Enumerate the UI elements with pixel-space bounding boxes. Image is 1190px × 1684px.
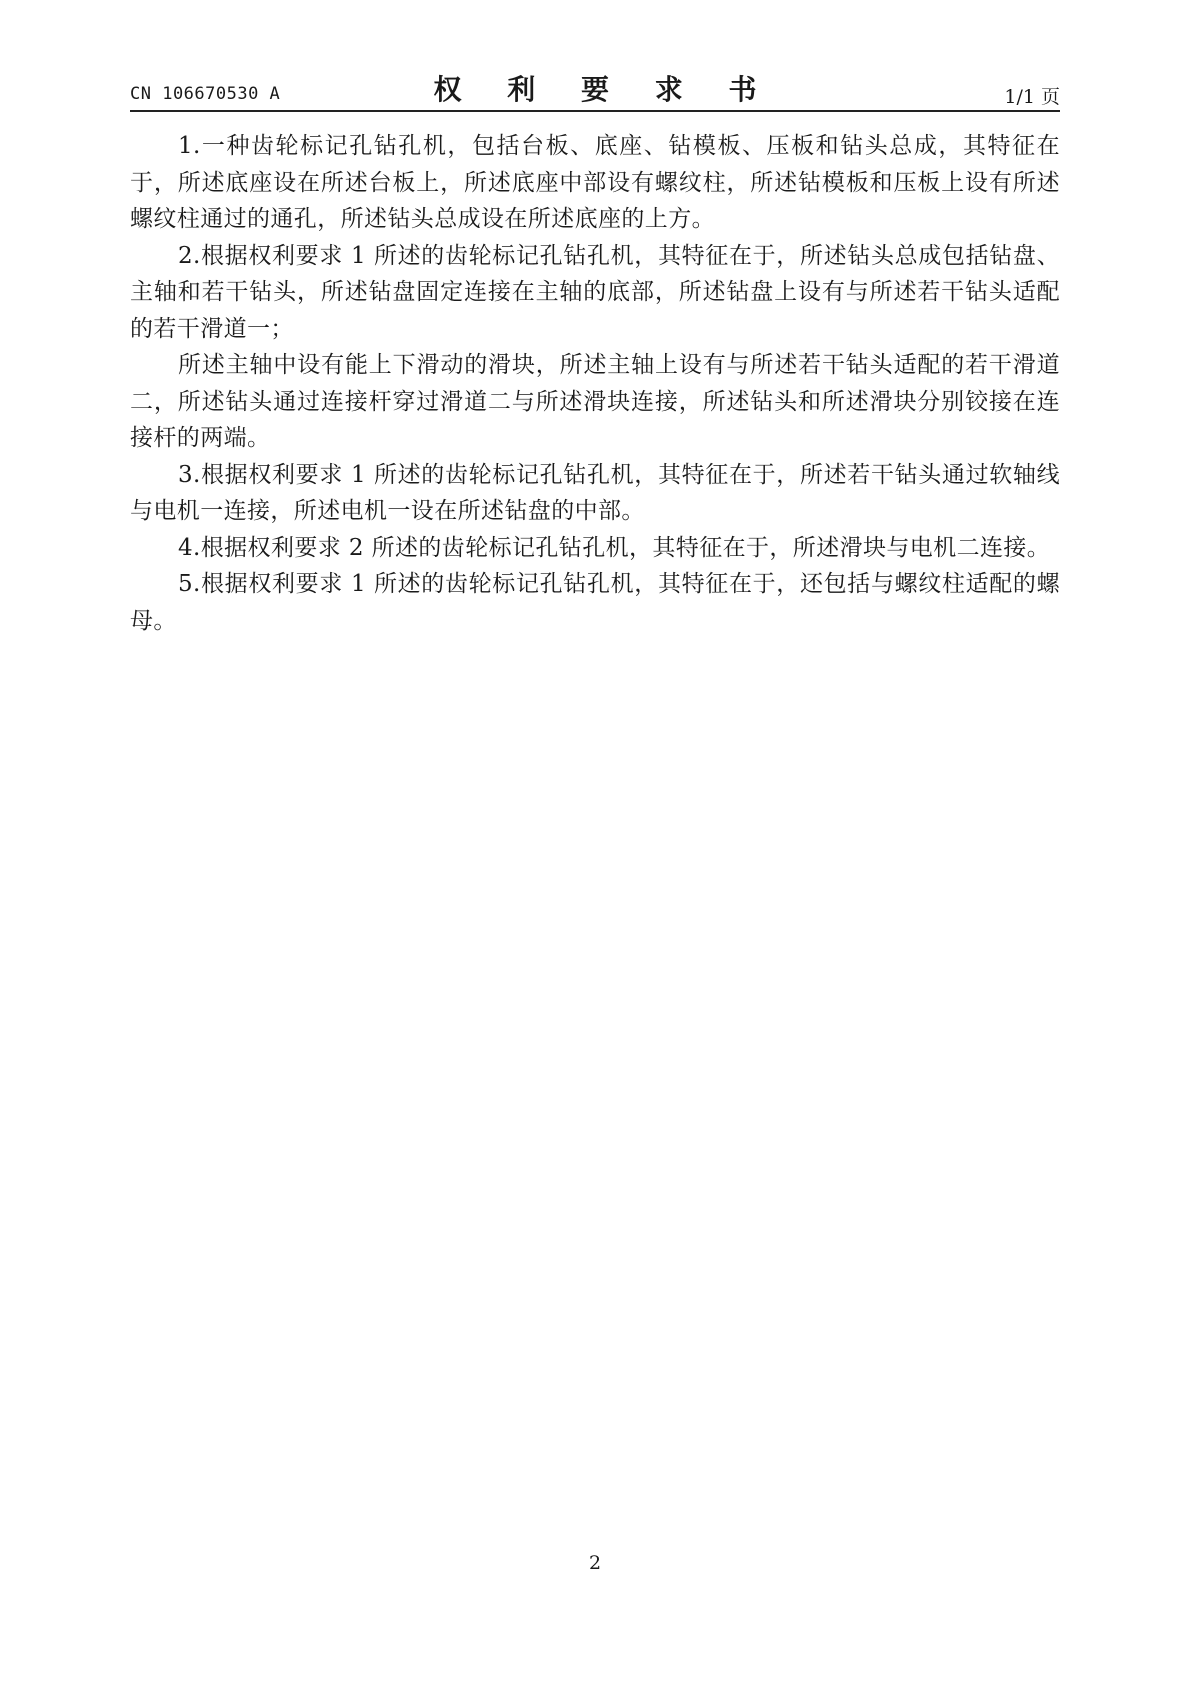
- page-header: [130, 62, 1060, 112]
- document-number: CN 106670530 A: [130, 84, 281, 104]
- page-number: 2: [588, 1552, 602, 1574]
- claim-3: 3.根据权利要求 1 所述的齿轮标记孔钻孔机，其特征在于，所述若干钻头通过软轴线与电机一连接，所述电机一设在所述钻盘的中部。: [130, 461, 1060, 524]
- claim-1: 1.一种齿轮标记孔钻孔机，包括台板、底座、钻模板、压板和钻头总成，其特征在于，所述底座设在所述台板上，所述底座中部设有螺纹柱，所述钻模板和压板上设有所述螺纹柱通过的通孔，所述钻头总成设在所述底座的上方。: [130, 133, 1060, 232]
- document-title: 权 利 要 求 书: [433, 73, 775, 106]
- claim-5: 5.根据权利要求 1 所述的齿轮标记孔钻孔机，其特征在于，还包括与螺纹柱适配的螺母。: [130, 571, 1060, 634]
- claims-body: [130, 128, 1060, 639]
- page-count: 1/1 页: [1004, 86, 1060, 108]
- claim-4: 4.根据权利要求 2 所述的齿轮标记孔钻孔机，其特征在于，所述滑块与电机二连接。: [178, 534, 1051, 561]
- claim-2-continuation: 所述主轴中设有能上下滑动的滑块，所述主轴上设有与所述若干钻头适配的若干滑道二，所述钻头通过连接杆穿过滑道二与所述滑块连接，所述钻头和所述滑块分别铰接在连接杆的两端。: [130, 352, 1060, 451]
- claim-2: 2.根据权利要求 1 所述的齿轮标记孔钻孔机，其特征在于，所述钻头总成包括钻盘、主轴和若干钻头，所述钻盘固定连接在主轴的底部，所述钻盘上设有与所述若干钻头适配的若干滑道一；: [130, 242, 1060, 342]
